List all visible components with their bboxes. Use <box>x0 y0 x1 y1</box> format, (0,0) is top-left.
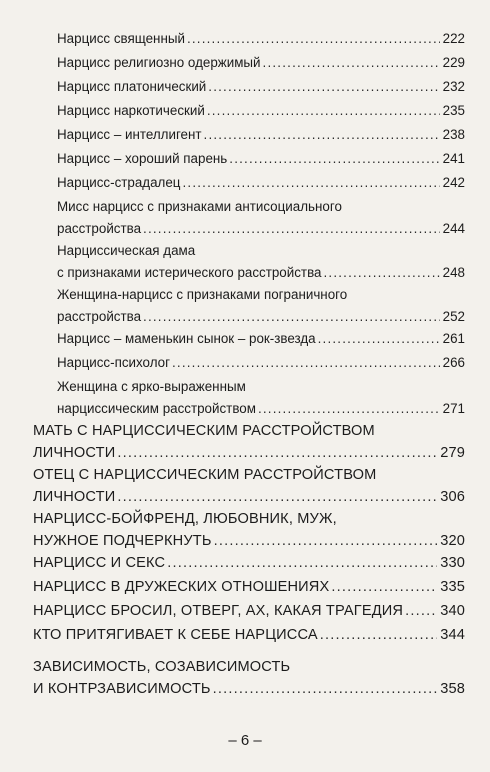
toc-entry[interactable] <box>57 240 465 284</box>
toc-entry-line <box>57 262 465 284</box>
toc-entry[interactable] <box>57 76 465 98</box>
toc-entry-line <box>57 76 465 98</box>
toc-entry[interactable] <box>33 552 465 574</box>
toc-entry-line <box>33 420 465 442</box>
toc-entry-title: Нарцисс-страдалец <box>57 175 181 190</box>
toc-entry-title: Нарцисс – хороший парень <box>57 151 228 166</box>
toc-entry-title: НАРЦИСС БРОСИЛ, ОТВЕРГ, АХ, КАКАЯ ТРАГЕДИЯ <box>33 603 404 619</box>
toc-entry[interactable] <box>57 124 465 146</box>
toc-page-number: 340 <box>440 603 465 619</box>
dot-leader <box>263 52 440 74</box>
toc-entry[interactable] <box>57 148 465 170</box>
toc-entry[interactable] <box>57 284 465 328</box>
toc-entry[interactable] <box>57 100 465 122</box>
toc-entry-line <box>33 442 465 464</box>
page-number-footer: – 6 – <box>228 732 262 749</box>
dot-leader <box>320 624 437 646</box>
toc-entry-line <box>57 398 465 420</box>
toc-page-number: 222 <box>442 31 465 46</box>
toc-page-number: 235 <box>442 103 465 118</box>
toc-entry-line <box>57 240 465 262</box>
toc-entry-title: НАРЦИСС И СЕКС <box>33 555 166 571</box>
toc-page-number: 330 <box>440 555 465 571</box>
toc-entry-title: Нарцисс религиозно одержимый <box>57 55 261 70</box>
toc-entry-line <box>57 306 465 328</box>
dot-leader <box>405 600 437 622</box>
toc-entry-title: Нарциссическая дама <box>57 243 196 258</box>
toc-entry-line <box>33 600 465 622</box>
toc-entry-title: ЗАВИСИМОСТЬ, СОЗАВИСИМОСТЬ <box>33 659 291 675</box>
toc-entry-title: КТО ПРИТЯГИВАЕТ К СЕБЕ НАРЦИССА <box>33 627 318 643</box>
toc-entry-title: расстройства <box>57 221 142 236</box>
toc-entry-title: Женщина с ярко-выраженным <box>57 379 246 394</box>
toc-entry-line <box>57 196 465 218</box>
toc-page-number: 344 <box>440 627 465 643</box>
toc-entry-title: Нарцисс-психолог <box>57 355 170 370</box>
toc-entry-line <box>33 624 465 646</box>
toc-page-number: 238 <box>442 127 465 142</box>
toc-entry-line <box>57 352 465 374</box>
toc-entry[interactable] <box>57 376 465 420</box>
toc-entry-title: НАРЦИСС В ДРУЖЕСКИХ ОТНОШЕНИЯХ <box>33 579 330 595</box>
toc-entry-title: ОТЕЦ С НАРЦИССИЧЕСКИМ РАССТРОЙСТВОМ <box>33 467 377 483</box>
toc-entry-title: Мисс нарцисс с признаками антисоциального <box>57 199 342 214</box>
toc-page-number: 320 <box>440 533 465 549</box>
toc-entry-line <box>33 530 465 552</box>
dot-leader <box>208 76 439 98</box>
dot-leader <box>143 306 440 328</box>
dot-leader <box>182 172 439 194</box>
toc-page-number: 306 <box>440 489 465 505</box>
toc-entry[interactable] <box>33 420 465 464</box>
toc-entry-title: Нарцисс – интеллигент <box>57 127 202 142</box>
toc-entry-line <box>57 148 465 170</box>
toc-entry-title: Нарцисс наркотический <box>57 103 205 118</box>
toc-page-number: 335 <box>440 579 465 595</box>
dot-leader <box>143 218 440 240</box>
toc-entry-line <box>33 552 465 574</box>
toc-entry[interactable] <box>57 196 465 240</box>
toc-entry-line <box>33 678 465 700</box>
toc-entry-line <box>33 486 465 508</box>
toc-page-number: 248 <box>442 265 465 280</box>
toc-entry[interactable] <box>33 624 465 646</box>
toc-entry-line <box>57 172 465 194</box>
dot-leader <box>204 124 440 146</box>
toc-entry-line <box>57 328 465 350</box>
toc-page-number: 261 <box>442 331 465 346</box>
toc-entry[interactable] <box>57 172 465 194</box>
toc-entry-line <box>33 508 465 530</box>
toc-page-number: 232 <box>442 79 465 94</box>
dot-leader <box>172 352 440 374</box>
toc-entry[interactable] <box>57 52 465 74</box>
toc-entry-line <box>57 218 465 240</box>
toc-entry-line <box>57 52 465 74</box>
toc-page-number: 241 <box>442 151 465 166</box>
toc-entry-title: нарциссическим расстройством <box>57 401 256 416</box>
toc-entry[interactable] <box>57 328 465 350</box>
toc-entry-title: И КОНТРЗАВИСИМОСТЬ <box>33 681 211 697</box>
toc-entry-title: МАТЬ С НАРЦИССИЧЕСКИМ РАССТРОЙСТВОМ <box>33 423 375 439</box>
dot-leader <box>258 398 440 420</box>
dot-leader <box>207 100 440 122</box>
toc-page-number: 244 <box>442 221 465 236</box>
toc-entry-line <box>57 284 465 306</box>
dot-leader <box>117 442 437 464</box>
toc-entry-line <box>57 376 465 398</box>
toc-entry-title: ЛИЧНОСТИ <box>33 489 116 505</box>
toc-entry[interactable] <box>33 576 465 598</box>
toc-entry[interactable] <box>33 508 465 552</box>
dot-leader <box>323 262 439 284</box>
toc-entry-title: НУЖНОЕ ПОДЧЕРКНУТЬ <box>33 533 212 549</box>
toc-entry-title: расстройства <box>57 309 142 324</box>
toc-page-number: 229 <box>442 55 465 70</box>
dot-leader <box>318 328 440 350</box>
dot-leader <box>117 486 437 508</box>
toc-entry[interactable] <box>33 656 465 700</box>
dot-leader <box>331 576 437 598</box>
dot-leader <box>167 552 437 574</box>
toc-page-number: 252 <box>442 309 465 324</box>
toc-entry-line <box>33 656 465 678</box>
toc-entry-line <box>57 124 465 146</box>
dot-leader <box>187 28 440 50</box>
toc-entry-title: ЛИЧНОСТИ <box>33 445 116 461</box>
toc-page-number: 266 <box>442 355 465 370</box>
toc-entry-line <box>33 464 465 486</box>
toc-entry[interactable] <box>57 352 465 374</box>
toc-entry[interactable] <box>33 600 465 622</box>
dot-leader <box>213 678 438 700</box>
toc-page-number: 279 <box>440 445 465 461</box>
toc-entry-title: Женщина-нарцисс с признаками пограничного <box>57 287 348 302</box>
toc-entry[interactable] <box>33 464 465 508</box>
toc-page-number: 358 <box>440 681 465 697</box>
dot-leader <box>214 530 438 552</box>
toc-page-number: 271 <box>442 401 465 416</box>
toc-entry-line <box>57 100 465 122</box>
toc-entry[interactable] <box>57 28 465 50</box>
dot-leader <box>229 148 439 170</box>
toc-entry-title: с признаками истерического расстройства <box>57 265 322 280</box>
toc-entry-title: НАРЦИСС-БОЙФРЕНД, ЛЮБОВНИК, МУЖ, <box>33 511 337 527</box>
toc-entry-line <box>33 576 465 598</box>
toc-page-number: 242 <box>442 175 465 190</box>
toc-entry-title: Нарцисс священный <box>57 31 185 46</box>
toc-entry-title: Нарцисс – маменькин сынок – рок-звезда <box>57 331 316 346</box>
toc-entry-line <box>57 28 465 50</box>
toc-entry-title: Нарцисс платонический <box>57 79 207 94</box>
